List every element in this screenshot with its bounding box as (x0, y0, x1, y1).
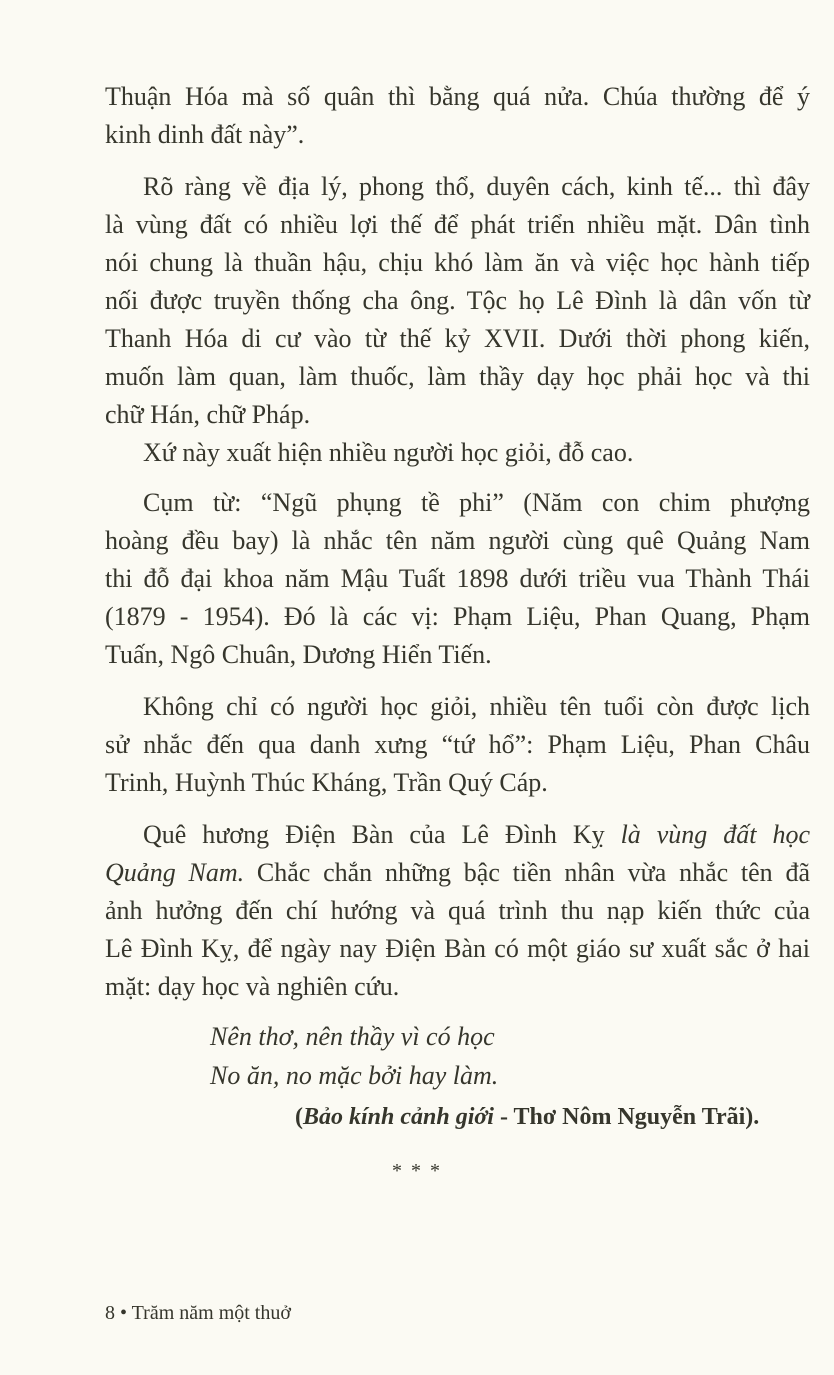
text-line (105, 562, 810, 596)
text-line (105, 246, 810, 280)
text: muốn làm quan, làm thuốc, làm thầy dạy học phải học và thi (105, 362, 810, 391)
attribution-title: Bảo kính cảnh giới (303, 1104, 494, 1130)
text: nối được truyền thống cha ông. Tộc họ Lê Đình là dân vốn từ (105, 286, 810, 315)
attribution-open: ( (295, 1104, 303, 1130)
text: (1879 - 1954). Đó là các vị: Phạm Liệu, Phan Quang, Phạm (105, 602, 810, 631)
text-line (105, 322, 810, 356)
text-line (105, 208, 810, 242)
text: ảnh hưởng đến chí hướng và quá trình thu nạp kiến thức của (105, 896, 810, 925)
text: Thuận Hóa mà số quân thì bằng quá nửa. Chúa thường để ý (105, 82, 810, 111)
italic-text: Quảng Nam. (105, 858, 245, 887)
text: nói chung là thuần hậu, chịu khó làm ăn và việc học hành tiếp (105, 248, 810, 277)
text-line (143, 690, 810, 724)
text: hoàng đều bay) là nhắc tên năm người cùng quê Quảng Nam (105, 526, 810, 555)
section-separator: * * * (392, 1160, 442, 1182)
text-line (105, 524, 810, 558)
text-line (105, 766, 810, 800)
text-line (105, 970, 810, 1004)
text-line (143, 436, 810, 470)
text-line (105, 600, 810, 634)
text-line (105, 894, 810, 928)
text-line (105, 118, 810, 152)
text: Thanh Hóa di cư vào từ thế kỷ XVII. Dưới thời phong kiến, (105, 324, 810, 353)
text: là vùng đất có nhiều lợi thế để phát triển nhiều mặt. Dân tình (105, 210, 810, 239)
text-line (105, 728, 810, 762)
text: mặt: dạy học và nghiên cứu. (105, 972, 400, 1001)
poem-attribution (295, 1100, 759, 1134)
text: Cụm từ: “Ngũ phụng tề phi” (Năm con chim phượng (143, 488, 810, 517)
text-line (105, 284, 810, 318)
text: Quê hương Điện Bàn của Lê Đình Kỵ (143, 820, 621, 849)
text-line (105, 80, 810, 114)
text-line (143, 170, 810, 204)
poem-line: No ăn, no mặc bởi hay làm. (210, 1061, 499, 1090)
attribution-rest: - Thơ Nôm Nguyễn Trãi). (493, 1104, 760, 1130)
text-line (105, 398, 810, 432)
text: sử nhắc đến qua danh xưng “tứ hổ”: Phạm Liệu, Phan Châu (105, 730, 810, 759)
text: Lê Đình Kỵ, để ngày nay Điện Bàn có một giáo sư xuất sắc ở hai (105, 934, 810, 963)
text: thi đỗ đại khoa năm Mậu Tuất 1898 dưới triều vua Thành Thái (105, 564, 810, 593)
text: Không chỉ có người học giỏi, nhiều tên tuổi còn được lịch (143, 692, 810, 721)
text: Tuấn, Ngô Chuân, Dương Hiển Tiến. (105, 640, 492, 669)
text: Xứ này xuất hiện nhiều người học giỏi, đỗ cao. (143, 438, 634, 467)
text: chữ Hán, chữ Pháp. (105, 400, 311, 429)
text-line (105, 360, 810, 394)
text-line (105, 856, 810, 890)
book-title: Trăm năm một thuở (131, 1302, 291, 1324)
page-number: 8 (105, 1302, 115, 1324)
footer-bullet: • (120, 1302, 128, 1324)
text: Trinh, Huỳnh Thúc Kháng, Trần Quý Cáp. (105, 768, 548, 797)
page-footer (105, 1302, 291, 1325)
text: kinh dinh đất này”. (105, 120, 305, 149)
text-line (105, 932, 810, 966)
italic-text: là vùng đất học (620, 820, 810, 849)
text: Chắc chắn những bậc tiền nhân vừa nhắc tên đã (244, 858, 810, 887)
text-line (105, 638, 810, 672)
text-line (143, 486, 810, 520)
text-line (143, 818, 810, 852)
poem-line: Nên thơ, nên thầy vì có học (210, 1022, 495, 1051)
text: Rõ ràng về địa lý, phong thổ, duyên cách, kinh tế... thì đây (143, 172, 810, 201)
